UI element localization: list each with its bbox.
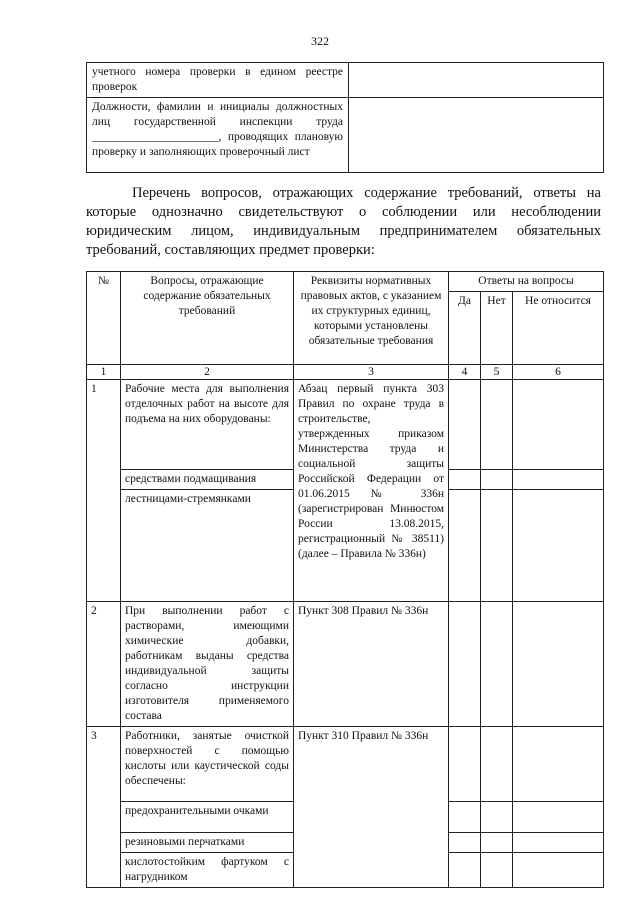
table-row (87, 727, 604, 802)
table-row (87, 380, 604, 470)
answer-na-cell[interactable] (513, 802, 604, 833)
answer-no-cell[interactable] (481, 833, 513, 853)
header-yes: Да (449, 292, 481, 365)
requisite-text: Пункт 308 Правил № 336н (294, 602, 449, 727)
answer-no-cell[interactable] (481, 802, 513, 833)
column-number: 3 (294, 365, 449, 380)
table-row (87, 602, 604, 727)
registry-number-row (87, 63, 604, 98)
answer-yes-cell[interactable] (449, 470, 481, 490)
answer-no-cell[interactable] (481, 727, 513, 802)
answer-no-cell[interactable] (481, 490, 513, 602)
answer-na-cell[interactable] (513, 833, 604, 853)
answer-na-cell[interactable] (513, 470, 604, 490)
question-text: Работники, занятые очисткой поверхностей с помощью кислоты или каустической соды обеспечены: (121, 727, 294, 802)
subitem-text: предохранительными очками (121, 802, 294, 833)
answer-yes-cell[interactable] (449, 802, 481, 833)
header-answers: Ответы на вопросы (449, 272, 604, 292)
answer-na-cell[interactable] (513, 853, 604, 888)
registry-number-value[interactable] (349, 63, 604, 98)
inspectors-label: Должности, фамилии и инициалы должностных лиц государственной инспекции труда ______________________, проводящих плановую проверку и заполняющих проверочный лист (87, 98, 349, 173)
registry-number-label: учетного номера проверки в едином реестре проверок (87, 63, 349, 98)
answer-na-cell[interactable] (513, 602, 604, 727)
answer-no-cell[interactable] (481, 602, 513, 727)
inspection-info-table (86, 62, 604, 173)
requisite-text: Абзац первый пункта 303 Правил по охране труда в строительстве, утвержденных приказом Министерства труда и социальной защиты Российской Федерации от 01.06.2015 № 336н (зарегистрирован Минюстом России 13.08.2015, регистрационный № 38511) (далее – Правила № 336н) (294, 380, 449, 602)
checklist-heading: Перечень вопросов, отражающих содержание требований, ответы на которые однозначно свидетельствуют о соблюдении или несоблюдении юридическим лицом, индивидуальным предпринимателем обязательных требований, составляющих предмет проверки: (86, 185, 601, 258)
answer-na-cell[interactable] (513, 380, 604, 470)
inspectors-row (87, 98, 604, 173)
subitem-text: лестницами-стремянками (121, 490, 294, 602)
answer-no-cell[interactable] (481, 853, 513, 888)
answer-na-cell[interactable] (513, 727, 604, 802)
header-row (87, 272, 604, 292)
answer-no-cell[interactable] (481, 470, 513, 490)
column-number: 6 (513, 365, 604, 380)
answer-yes-cell[interactable] (449, 490, 481, 602)
answer-yes-cell[interactable] (449, 380, 481, 470)
column-number: 4 (449, 365, 481, 380)
header-num: № (87, 272, 121, 365)
answer-yes-cell[interactable] (449, 727, 481, 802)
column-number: 5 (481, 365, 513, 380)
requisite-text: Пункт 310 Правил № 336н (294, 727, 449, 888)
subitem-text: резиновыми перчатками (121, 833, 294, 853)
answer-yes-cell[interactable] (449, 833, 481, 853)
question-text: При выполнении работ с растворами, имеющими химические добавки, работникам выданы средства индивидуальной защиты согласно инструкции изготовителя применяемого состава (121, 602, 294, 727)
answer-yes-cell[interactable] (449, 602, 481, 727)
question-text: Рабочие места для выполнения отделочных работ на высоте для подъема на них оборудованы: (121, 380, 294, 470)
header-no: Нет (481, 292, 513, 365)
column-number-row (87, 365, 604, 380)
subitem-text: кислотостойким фартуком с нагрудником (121, 853, 294, 888)
answer-no-cell[interactable] (481, 380, 513, 470)
checklist-table (86, 271, 604, 888)
answer-yes-cell[interactable] (449, 853, 481, 888)
subitem-text: средствами подмащивания (121, 470, 294, 490)
header-questions: Вопросы, отражающие содержание обязательных требований (121, 272, 294, 365)
row-number: 3 (87, 727, 121, 888)
column-number: 1 (87, 365, 121, 380)
header-requisites: Реквизиты нормативных правовых актов, с указанием их структурных единиц, которыми установлены обязательные требования (294, 272, 449, 365)
row-number: 1 (87, 380, 121, 602)
header-na: Не относится (513, 292, 604, 365)
answer-na-cell[interactable] (513, 490, 604, 602)
column-number: 2 (121, 365, 294, 380)
row-number: 2 (87, 602, 121, 727)
page-number: 322 (311, 34, 329, 48)
inspectors-value[interactable] (349, 98, 604, 173)
